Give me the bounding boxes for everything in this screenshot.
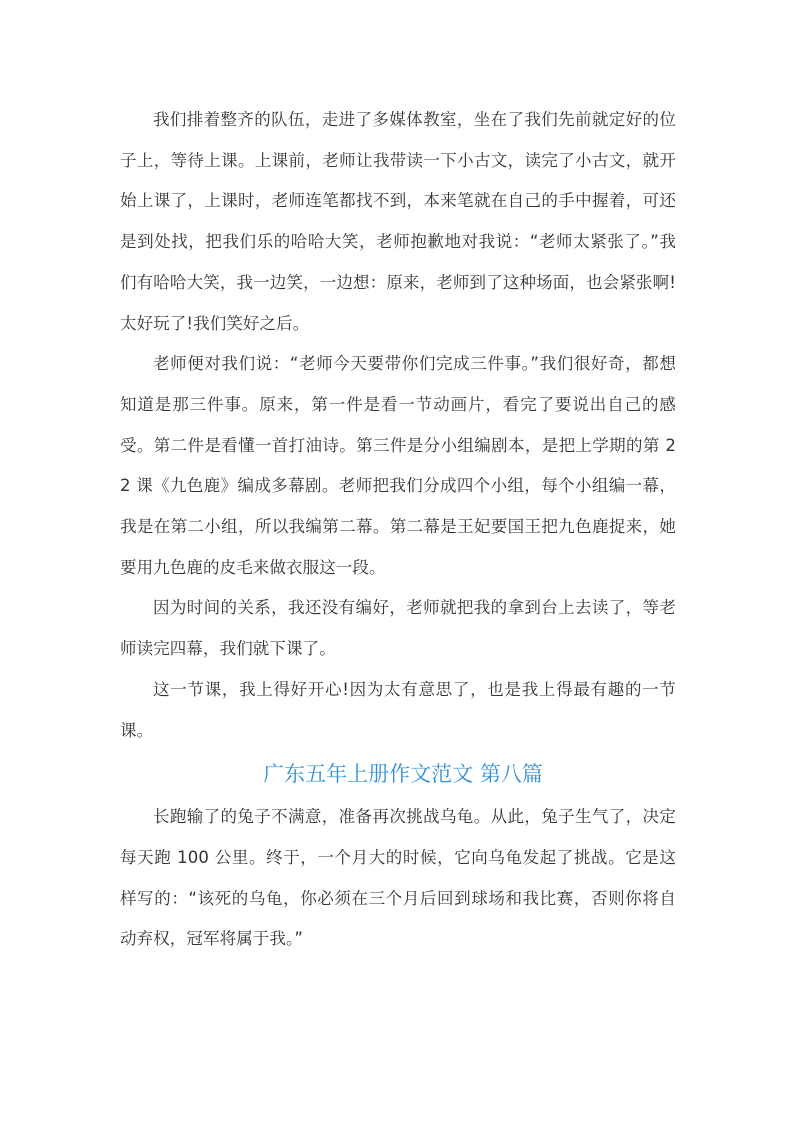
section-heading: 广东五年上册作文范文 第八篇: [263, 762, 543, 787]
paragraph: 老师便对我们说：“老师今天要带你们完成三件事。”我们很好奇，都想知道是那三件事。原来，第一件是看一节动画片，看完了要说出自己的感受。第二件是看懂一首打油诗。第三件是分小组编剧本，是把上学期的第 22 课《九色鹿》编成多幕剧。老师把我们分成四个小组，每个小组编一幕，我是在第二小组，所以我编第二幕。第二幕是王妃要国王把九色鹿捉来，她要用九色鹿的皮毛来做衣服这一段。: [120, 354, 676, 577]
paragraph: 因为时间的关系，我还没有编好，老师就把我的拿到台上去读了，等老师读完四幕，我们就下课了。: [120, 598, 676, 659]
paragraph: 这一节课，我上得好开心!因为太有意思了，也是我上得最有趣的一节课。: [120, 679, 676, 740]
paragraph: 我们排着整齐的队伍，走进了多媒体教室，坐在了我们先前就定好的位子上，等待上课。上课前，老师让我带读一下小古文，读完了小古文，就开始上课了，上课时，老师连笔都找不到，本来笔就在自己的手中握着，可还是到处找，把我们乐的哈哈大笑，老师抱歉地对我说：“老师太紧张了。”我们有哈哈大笑，我一边笑，一边想：原来，老师到了这种场面，也会紧张啊!太好玩了!我们笑好之后。: [120, 110, 676, 333]
document-page: [120, 100, 676, 960]
paragraph: 长跑输了的兔子不满意，准备再次挑战乌龟。从此，兔子生气了，决定每天跑 100 公里。终于，一个月大的时候，它向乌龟发起了挑战。它是这样写的：“该死的乌龟，你必须在三个月后回到球场和我比赛，否则你将自动弃权，冠军将属于我。”: [120, 807, 676, 949]
